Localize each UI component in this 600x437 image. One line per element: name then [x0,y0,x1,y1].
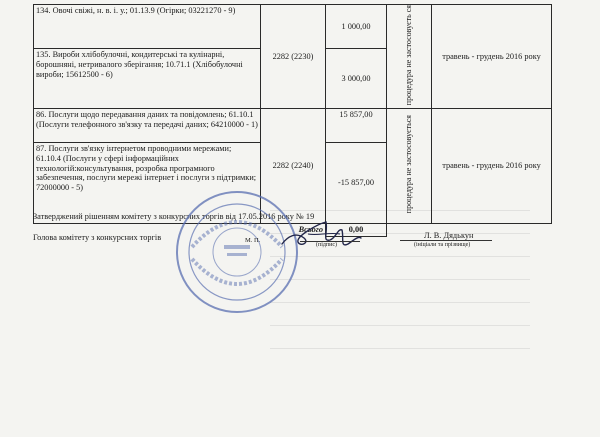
signature-caption: (підпис) [316,242,338,248]
approval-text: Затверджений рішенням комітету з конкурсних торгів від 17.05.2016 року № 19 [33,212,315,221]
seal-place-label: М. П. [245,237,261,244]
budget-code: 2282 (2240) [261,108,326,223]
head-name: Л. В. Дядькун [424,231,474,240]
term-cell: травень - грудень 2016 року [432,108,552,223]
row-name: 87. Послуги зв'язку інтернетом проводними мережами; 61.10.4 (Послуги у сфері інформаційних технологій:консультування, розробка програмного забезпечення, послуги мережі інтернет і послуги з підтримки; 72000000 - 5) [34,142,261,223]
procedure-text: процедура не застосовується [403,115,413,214]
row-sum: -15 857,00 [326,142,387,223]
row-name: 135. Вироби хлібобулочні, кондитерські та кулінарні, борошняні, нетривалого зберігання; 10.71.1 (Хлібобулочні вироби; 15612500 - 6) [34,49,261,109]
total-label: Всього [34,223,326,236]
total-value: 0,00 [326,223,387,236]
term-cell: травень - грудень 2016 року [432,5,552,109]
table-row [34,108,552,142]
procedure-text: процедура не застосовуєть ся [403,5,413,106]
head-label: Голова комітету з конкурсних торгів [33,233,162,242]
budget-code: 2282 (2230) [261,5,326,109]
row-sum: 1 000,00 [326,5,387,49]
row-name: 86. Послуги щодо передавання даних та повідомлень; 61.10.1 (Послуги телефонного зв'язку та передачі даних; 64210000 - 1) [34,108,261,142]
row-sum: 3 000,00 [326,49,387,109]
row-sum: 15 857,00 [326,108,387,142]
row-name: 134. Овочі свіжі, н. в. і. у.; 01.13.9 (Огірки; 03221270 - 9) [34,5,261,49]
procedure-cell [387,5,432,109]
table-row [34,5,552,49]
name-line [400,240,492,241]
handwritten-signature [278,214,363,254]
name-caption: (ініціали та прізвище) [414,242,471,248]
procedure-cell [387,108,432,223]
